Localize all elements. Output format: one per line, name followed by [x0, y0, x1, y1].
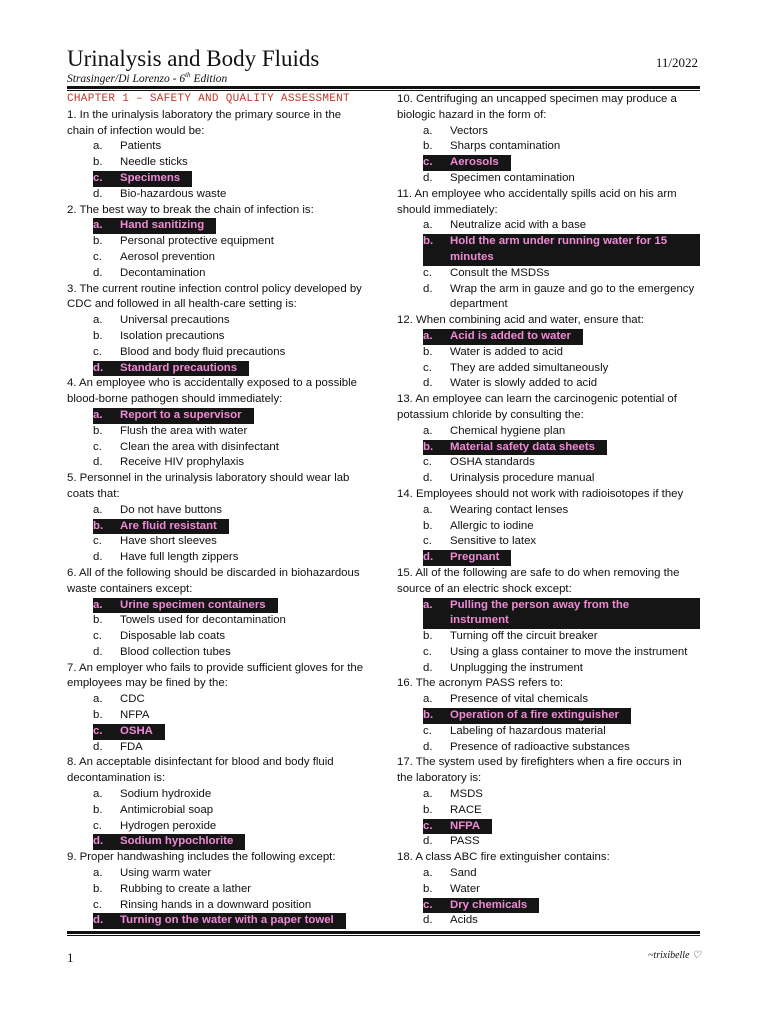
option-text: Personal protective equipment — [120, 235, 274, 248]
answer-option — [67, 234, 367, 250]
question-block — [397, 392, 700, 487]
option-text: Urinalysis procedure manual — [450, 472, 595, 485]
answer-option — [397, 345, 700, 361]
option-text: Presence of radioactive substances — [450, 740, 630, 753]
answer-option-highlighted — [397, 234, 700, 266]
question-block — [67, 108, 367, 203]
option-letter: d. — [93, 740, 103, 753]
option-text: Wrap the arm in gauze and go to the emergency department — [450, 282, 695, 311]
question-text: 17. The system used by firefighters when a fire occurs in the laboratory is: — [397, 756, 682, 785]
option-text: Have full length zippers — [120, 551, 239, 564]
question-block — [397, 850, 700, 929]
option-text: Antimicrobial soap — [120, 803, 214, 816]
option-letter: b. — [423, 803, 433, 816]
option-letter: a. — [93, 693, 103, 706]
answer-option-highlighted — [67, 361, 367, 377]
option-letter: c. — [423, 645, 432, 658]
subtitle-text: Strasinger/Di Lorenzo - 6 — [67, 72, 186, 85]
option-letter: b. — [93, 709, 103, 722]
option-text: OSHA — [120, 724, 153, 737]
option-text: Turning off the circuit breaker — [450, 630, 598, 643]
option-text: Dry chemicals — [450, 898, 528, 911]
footer-rule-thick — [67, 931, 700, 934]
answer-option — [67, 629, 367, 645]
option-letter: d. — [423, 661, 433, 674]
answer-option — [67, 882, 367, 898]
option-text: RACE — [450, 803, 482, 816]
answer-option — [67, 803, 367, 819]
question-text: 2. The best way to break the chain of infection is: — [67, 203, 314, 216]
answer-option — [67, 440, 367, 456]
answer-option — [397, 139, 700, 155]
option-text: Wearing contact lenses — [450, 503, 569, 516]
option-letter: d. — [93, 551, 103, 564]
option-letter: a. — [93, 598, 103, 611]
option-letter: d. — [423, 740, 433, 753]
question-text: 9. Proper handwashing includes the following except: — [67, 851, 336, 864]
answer-option — [67, 866, 367, 882]
answer-option — [67, 250, 367, 266]
option-text: Specimen contamination — [450, 171, 575, 184]
answer-option — [397, 692, 700, 708]
left-question-list — [67, 108, 367, 929]
option-letter: b. — [93, 235, 103, 248]
question-block — [67, 850, 367, 929]
question-text: 12. When combining acid and water, ensure that: — [397, 314, 644, 327]
answer-option — [397, 882, 700, 898]
answer-option — [397, 534, 700, 550]
answer-option — [397, 740, 700, 756]
option-letter: b. — [93, 519, 104, 532]
option-text: Do not have buttons — [120, 503, 222, 516]
answer-option-highlighted — [397, 598, 700, 630]
option-text: Presence of vital chemicals — [450, 693, 589, 706]
question-block — [67, 661, 367, 756]
answer-option — [67, 455, 367, 471]
question-block — [67, 755, 367, 850]
footer-rule-thin — [67, 935, 700, 936]
option-text: Consult the MSDSs — [450, 266, 550, 279]
option-text: Material safety data sheets — [450, 440, 595, 453]
answer-option-highlighted — [397, 155, 700, 171]
answer-option — [67, 787, 367, 803]
option-letter: c. — [93, 630, 102, 643]
option-letter: c. — [423, 266, 432, 279]
answer-option-highlighted — [397, 440, 700, 456]
option-letter: d. — [423, 551, 434, 564]
option-letter: d. — [423, 472, 433, 485]
answer-option — [67, 534, 367, 550]
option-letter: c. — [423, 724, 432, 737]
question-text: 3. The current routine infection control policy developed by CDC and followed in all health-care setting is: — [67, 282, 362, 311]
option-text: Acids — [450, 914, 478, 927]
chapter-heading: CHAPTER 1 – SAFETY AND QUALITY ASSESSMENT — [67, 93, 350, 105]
option-text: OSHA standards — [450, 456, 535, 469]
answer-option — [397, 503, 700, 519]
option-text: Receive HIV prophylaxis — [120, 456, 245, 469]
option-text: Blood and body fluid precautions — [120, 345, 286, 358]
question-block — [67, 203, 367, 282]
answer-option — [397, 834, 700, 850]
option-text: Chemical hygiene plan — [450, 424, 566, 437]
question-text: 13. An employee can learn the carcinogenic potential of potassium chloride by consulting the: — [397, 393, 677, 421]
answer-option — [67, 819, 367, 835]
option-letter: a. — [423, 503, 433, 516]
answer-option-highlighted — [67, 598, 367, 614]
page-number: 1 — [67, 950, 74, 965]
answer-option — [67, 740, 367, 756]
answer-option — [397, 645, 700, 661]
option-text: Sensitive to latex — [450, 535, 537, 548]
subtitle-edition: Edition — [190, 72, 228, 85]
answer-option — [397, 471, 700, 487]
option-letter: d. — [93, 187, 103, 200]
option-text: Water — [450, 882, 480, 895]
option-text: Sodium hypochlorite — [120, 835, 234, 848]
question-text: 6. All of the following should be discarded in biohazardous waste containers except: — [67, 566, 360, 595]
option-letter: c. — [423, 898, 433, 911]
option-letter: c. — [93, 250, 102, 263]
option-text: Universal precautions — [120, 314, 230, 327]
question-text: 18. A class ABC fire extinguisher contains: — [397, 851, 610, 864]
answer-option-highlighted — [397, 329, 700, 345]
option-letter: c. — [423, 456, 432, 469]
answer-option — [67, 692, 367, 708]
option-letter: d. — [423, 282, 433, 295]
answer-option — [67, 139, 367, 155]
answer-option-highlighted — [67, 519, 367, 535]
option-letter: b. — [93, 614, 103, 627]
answer-option — [67, 187, 367, 203]
option-letter: c. — [93, 819, 102, 832]
option-letter: c. — [423, 361, 432, 374]
option-letter: a. — [423, 788, 433, 801]
answer-option-highlighted — [67, 834, 367, 850]
option-letter: c. — [423, 819, 433, 832]
question-block — [397, 566, 700, 677]
right-question-list — [397, 92, 700, 929]
option-text: NFPA — [120, 709, 150, 722]
option-text: FDA — [120, 740, 143, 753]
subtitle-superscript: th — [185, 71, 191, 79]
option-letter: a. — [423, 424, 433, 437]
option-letter: a. — [93, 408, 103, 421]
option-text: PASS — [450, 835, 480, 848]
option-text: Aerosols — [450, 156, 499, 169]
answer-option — [397, 171, 700, 187]
option-letter: b. — [423, 345, 433, 358]
option-text: Water is slowly added to acid — [450, 377, 598, 390]
answer-option-highlighted — [67, 913, 367, 929]
answer-option-highlighted — [397, 708, 700, 724]
option-text: Disposable lab coats — [120, 630, 226, 643]
answer-option — [397, 629, 700, 645]
option-text: Sodium hydroxide — [120, 788, 212, 801]
answer-option — [67, 329, 367, 345]
answer-option-highlighted — [397, 550, 700, 566]
option-text: Bio-hazardous waste — [120, 187, 227, 200]
answer-option-highlighted — [397, 898, 700, 914]
answer-option-highlighted — [67, 218, 367, 234]
answer-option — [397, 519, 700, 535]
option-letter: b. — [93, 803, 103, 816]
option-text: Blood collection tubes — [120, 645, 231, 658]
option-text: Have short sleeves — [120, 535, 217, 548]
option-text: Sharps contamination — [450, 140, 561, 153]
answer-option — [67, 613, 367, 629]
option-text: Rinsing hands in a downward position — [120, 898, 312, 911]
answer-option-highlighted — [67, 408, 367, 424]
option-letter: c. — [93, 535, 102, 548]
answer-option — [67, 424, 367, 440]
question-block — [397, 187, 700, 313]
option-text: Neutralize acid with a base — [450, 219, 587, 232]
question-block — [397, 487, 700, 566]
option-letter: d. — [93, 645, 103, 658]
option-text: Operation of a fire extinguisher — [450, 709, 619, 722]
question-block — [67, 282, 367, 377]
answer-option — [397, 376, 700, 392]
option-letter: a. — [93, 788, 103, 801]
option-letter: c. — [93, 898, 102, 911]
option-letter: b. — [93, 156, 103, 169]
answer-option-highlighted — [397, 819, 700, 835]
answer-option — [67, 155, 367, 171]
question-text: 4. An employee who is accidentally exposed to a possible blood-borne pathogen should immediately: — [67, 377, 358, 406]
question-text: 15. All of the following are safe to do when removing the source of an electric shock except: — [397, 566, 680, 595]
option-text: Flush the area with water — [120, 424, 248, 437]
answer-option — [397, 455, 700, 471]
answer-option — [67, 345, 367, 361]
option-text: CDC — [120, 693, 145, 706]
answer-option — [67, 503, 367, 519]
option-text: Isolation precautions — [120, 329, 225, 342]
option-letter: a. — [93, 140, 103, 153]
question-text: 11. An employee who accidentally spills acid on his arm should immediately: — [397, 187, 677, 216]
question-block — [397, 313, 700, 392]
left-column — [67, 92, 367, 929]
answer-option — [397, 787, 700, 803]
question-text: 14. Employees should not work with radioisotopes if they — [397, 487, 684, 500]
option-text: Towels used for decontamination — [120, 614, 286, 627]
answer-option — [397, 124, 700, 140]
option-letter: a. — [423, 219, 433, 232]
answer-option — [397, 661, 700, 677]
option-text: Decontamination — [120, 266, 206, 279]
answer-option-highlighted — [67, 724, 367, 740]
answer-option — [67, 708, 367, 724]
option-letter: a. — [93, 503, 103, 516]
option-letter: b. — [423, 709, 434, 722]
option-text: Vectors — [450, 124, 488, 137]
option-letter: b. — [423, 235, 434, 248]
question-block — [397, 676, 700, 755]
document-subtitle — [67, 71, 227, 85]
option-letter: b. — [423, 630, 433, 643]
option-letter: d. — [93, 266, 103, 279]
option-text: Turning on the water with a paper towel — [120, 914, 334, 927]
answer-option — [67, 313, 367, 329]
option-text: Unplugging the instrument — [450, 661, 583, 674]
question-text: 5. Personnel in the urinalysis laboratory should wear lab coats that: — [67, 472, 350, 500]
option-letter: b. — [423, 519, 433, 532]
option-text: Patients — [120, 140, 162, 153]
answer-option — [67, 645, 367, 661]
question-text: 8. An acceptable disinfectant for blood and body fluid decontamination is: — [67, 756, 334, 785]
option-letter: b. — [93, 882, 103, 895]
option-letter: a. — [93, 314, 103, 327]
option-letter: a. — [93, 867, 103, 880]
option-letter: b. — [93, 329, 103, 342]
option-letter: d. — [93, 835, 104, 848]
question-block — [67, 566, 367, 661]
answer-option — [397, 424, 700, 440]
question-block — [67, 471, 367, 566]
option-letter: b. — [423, 140, 433, 153]
question-block — [397, 92, 700, 187]
option-letter: c. — [423, 535, 432, 548]
option-letter: c. — [93, 440, 102, 453]
option-letter: c. — [93, 345, 102, 358]
option-letter: d. — [423, 377, 433, 390]
option-text: They are added simultaneously — [450, 361, 609, 374]
option-text: Report to a supervisor — [120, 408, 242, 421]
option-text: Hydrogen peroxide — [120, 819, 217, 832]
option-text: MSDS — [450, 788, 483, 801]
option-text: Urine specimen containers — [120, 598, 266, 611]
question-text: 1. In the urinalysis laboratory the primary source in the chain of infection would be: — [67, 108, 342, 137]
answer-option — [397, 913, 700, 929]
option-text: Aerosol prevention — [120, 250, 215, 263]
answer-option — [397, 724, 700, 740]
answer-option — [397, 218, 700, 234]
option-text: Are fluid resistant — [120, 519, 217, 532]
option-text: Hand sanitizing — [120, 219, 205, 232]
answer-option — [67, 898, 367, 914]
answer-option — [397, 803, 700, 819]
option-text: Allergic to iodine — [450, 519, 534, 532]
option-text: Acid is added to water — [450, 329, 571, 342]
right-column — [397, 92, 700, 929]
option-letter: c. — [423, 156, 433, 169]
option-letter: c. — [93, 171, 103, 184]
option-letter: b. — [423, 882, 433, 895]
option-letter: a. — [423, 598, 433, 611]
header-rule-thick — [67, 86, 700, 89]
option-text: Hold the arm under running water for 15 minutes — [450, 235, 668, 263]
option-letter: d. — [423, 914, 433, 927]
option-text: Clean the area with disinfectant — [120, 440, 279, 453]
option-letter: a. — [93, 219, 103, 232]
header-rule-thin — [67, 90, 700, 91]
option-letter: d. — [93, 914, 104, 927]
option-text: Pulling the person away from the instrument — [450, 598, 630, 627]
option-text: Standard precautions — [120, 361, 238, 374]
question-block — [397, 755, 700, 850]
option-letter: a. — [423, 693, 433, 706]
option-letter: b. — [93, 424, 103, 437]
answer-option — [67, 266, 367, 282]
option-text: Using a glass container to move the instrument — [450, 645, 688, 658]
document-date: 11/2022 — [655, 55, 698, 70]
question-text: 16. The acronym PASS refers to: — [397, 677, 564, 690]
option-text: Pregnant — [450, 551, 500, 564]
option-text: Sand — [450, 867, 477, 880]
option-letter: d. — [423, 835, 433, 848]
option-text: Labeling of hazardous material — [450, 724, 606, 737]
option-letter: a. — [423, 124, 433, 137]
document-title: Urinalysis and Body Fluids — [67, 46, 320, 71]
answer-option — [397, 866, 700, 882]
option-letter: d. — [423, 171, 433, 184]
option-letter: c. — [93, 724, 103, 737]
answer-option — [397, 266, 700, 282]
option-text: Specimens — [120, 171, 181, 184]
option-letter: a. — [423, 329, 433, 342]
option-text: Water is added to acid — [450, 345, 563, 358]
answer-option-highlighted — [67, 171, 367, 187]
answer-option — [67, 550, 367, 566]
option-letter: d. — [93, 361, 104, 374]
answer-option — [397, 282, 700, 314]
option-letter: b. — [423, 440, 434, 453]
option-text: Needle sticks — [120, 156, 188, 169]
option-text: Using warm water — [120, 867, 212, 880]
answer-option — [397, 361, 700, 377]
option-letter: d. — [93, 456, 103, 469]
option-text: Rubbing to create a lather — [120, 882, 252, 895]
question-block — [67, 376, 367, 471]
option-letter: a. — [423, 867, 433, 880]
author-signature: ~trixibelle ♡ — [648, 950, 701, 961]
question-text: 10. Centrifuging an uncapped specimen may produce a biologic hazard in the form of: — [397, 93, 677, 121]
option-text: NFPA — [450, 819, 481, 832]
question-text: 7. An employer who fails to provide sufficient gloves for the employees may be fined by the: — [67, 661, 364, 690]
